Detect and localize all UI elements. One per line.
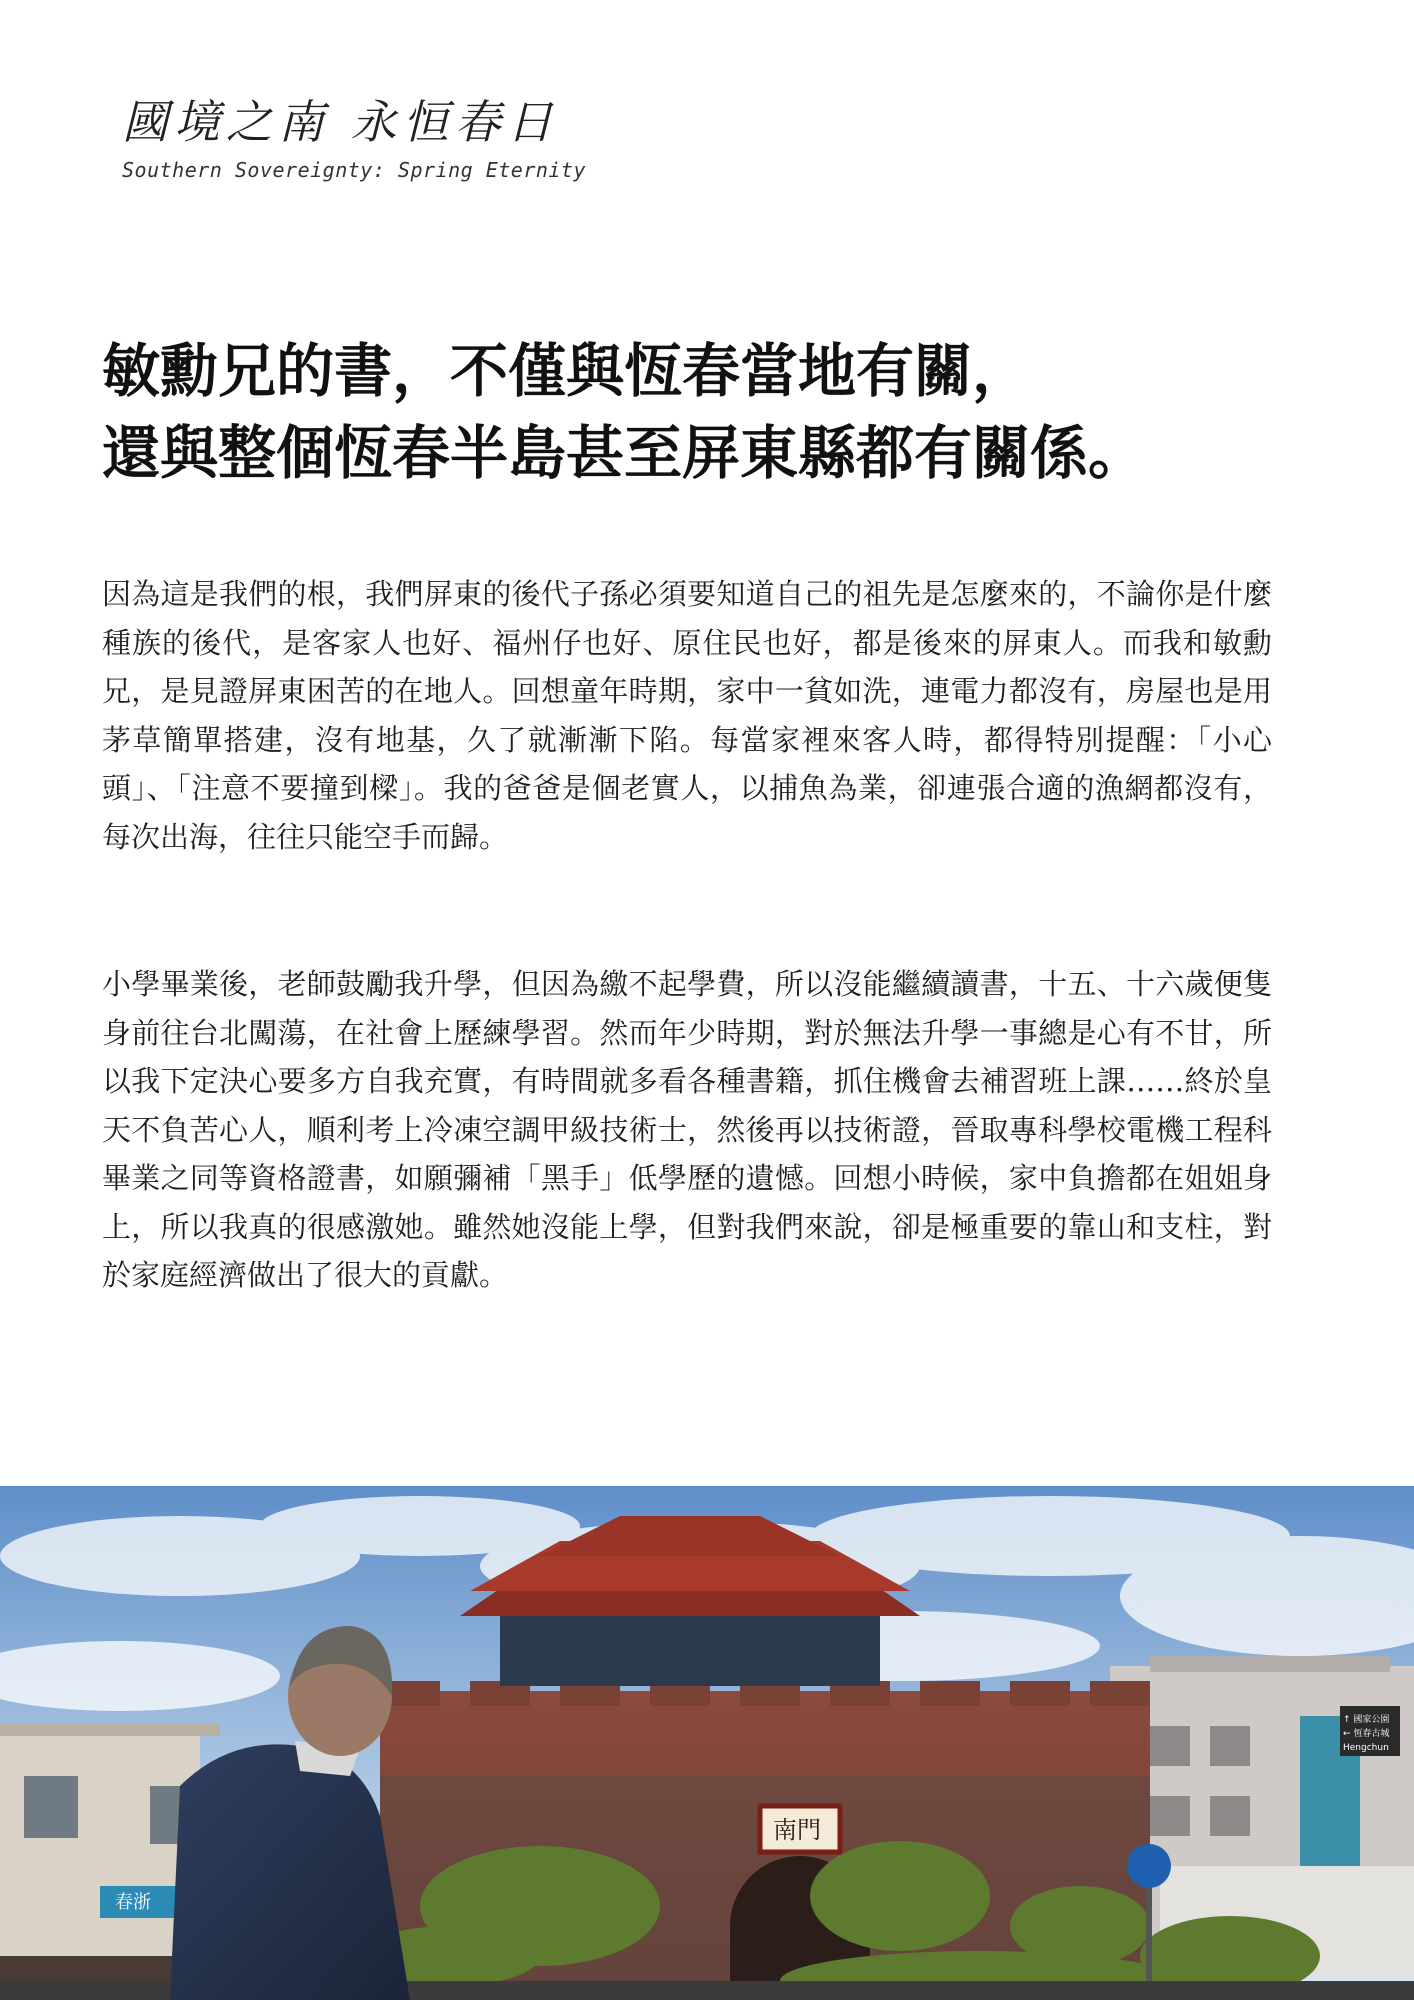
body-paragraph-1: 因為這是我們的根，我們屏東的後代子孫必須要知道自己的祖先是怎麼來的，不論你是什麼種族的後代，是客家人也好、福州仔也好、原住民也好，都是後來的屏東人。而我和敏勳兄，是見證屏東困苦的在地人。回想童年時期，家中一貧如洗，連電力都沒有，房屋也是用茅草簡單搭建，沒有地基，久了就漸漸下陷。每當家裡來客人時，都得特別提醒：「小心頭」、「注意不要撞到樑」。我的爸爸是個老實人，以捕魚為業，卻連張合適的漁網都沒有，每次出海，往往只能空手而歸。 [102, 577, 1272, 854]
gate-plaque-text: 南門 [773, 1816, 821, 1844]
south-gate-photo [0, 1486, 1414, 2000]
masthead-subtitle: Southern Sovereignty: Spring Eternity [122, 158, 587, 182]
road-sign-line-3: Hengchun [1343, 1743, 1389, 1753]
masthead-title: 國境之南 永恒春日 [122, 95, 559, 149]
headline [102, 330, 1322, 494]
road-sign-line-1: ↑ 國家公園 [1343, 1715, 1390, 1725]
body-paragraph-2: 小學畢業後，老師鼓勵我升學，但因為繳不起學費，所以沒能繼續讀書，十五、十六歲便隻身前往台北闖蕩，在社會上歷練學習。然而年少時期，對於無法升學一事總是心有不甘，所以我下定決心要多方自我充實，有時間就多看各種書籍，抓住機會去補習班上課……終於皇天不負苦心人，順利考上冷凍空調甲級技術士，然後再以技術證，晉取專科學校電機工程科畢業之同等資格證書，如願彌補「黑手」低學歷的遺憾。回想小時候，家中負擔都在姐姐身上，所以我真的很感激她。雖然她沒能上學，但對我們來說，卻是極重要的靠山和支柱，對於家庭經濟做出了很大的貢獻。 [102, 967, 1272, 1292]
shop-sign-text: 春浙 [115, 1892, 151, 1913]
headline-line-2: 還與整個恆春半島甚至屏東縣都有關係。 [102, 419, 1147, 487]
road-sign-line-2: ← 恆春古城 [1343, 1729, 1390, 1739]
headline-line-1: 敏勳兄的書，不僅與恆春當地有關， [102, 337, 1031, 405]
masthead [122, 92, 586, 182]
